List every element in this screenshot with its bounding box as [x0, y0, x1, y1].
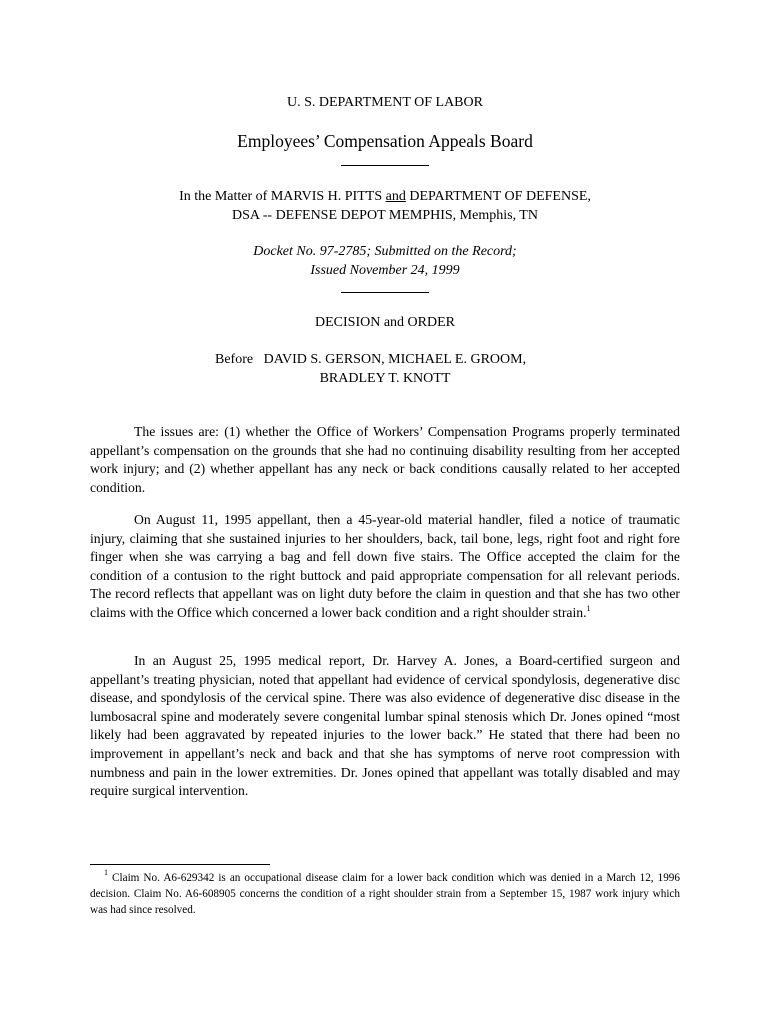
panel-line-2: BRADLEY T. KNOTT — [319, 371, 451, 386]
paragraph-issues: The issues are: (1) whether the Office of Workers’ Compensation Programs properly terminated appellant’s compensation on the grounds that she had no continuing disability resulting from her accepted work injury; and (2) whether appellant has any neck or back conditions causally related to her accepted condition. — [90, 424, 680, 495]
case-caption — [0, 187, 770, 225]
board-title: Employees’ Compensation Appeals Board — [237, 131, 533, 151]
docket-line-1: Docket No. 97-2785; Submitted on the Record; — [253, 244, 517, 259]
docket-info — [0, 242, 770, 280]
decision-title: DECISION and ORDER — [315, 315, 455, 330]
footnote-divider — [90, 864, 270, 865]
title-divider — [341, 165, 429, 166]
agency-heading: U. S. DEPARTMENT OF LABOR — [287, 95, 483, 110]
and-underlined: and — [385, 189, 406, 204]
case-caption-line-2: DSA -- DEFENSE DEPOT MEMPHIS, Memphis, TN — [232, 208, 538, 223]
footnote-reference: 1 — [586, 603, 591, 613]
docket-line-2: Issued November 24, 1999 — [310, 263, 460, 278]
paragraph-medical-report: In an August 25, 1995 medical report, Dr. Harvey A. Jones, a Board-certified surgeon and appellant’s treating physician, noted that appellant had evidence of cervical spondylosis, degenerative disc disease, and spondylosis of the cervical spine. There was also evidence of degenerative disc disease in the lumbosacral spine and moderately severe congenital lumbar spinal stenosis which Dr. Jones opined “most likely had been aggravated by repeated injuries to the lower back.” He stated that there had been no improvement in appellant’s neck and back and that she has symptoms of nerve root compression with numbness and pain in the lower extremities. Dr. Jones opined that appellant was totally disabled and may require surgical intervention. — [90, 653, 680, 799]
case-caption-line-1: In the Matter of MARVIS H. PITTS and DEPARTMENT OF DEFENSE, — [179, 189, 591, 204]
footnote: $^1$ Claim No. A6-629342 is an occupational disease claim for a lower back condition which was denied in a March 12, 1996 decision. Claim No. A6-608905 concerns the condition of a right shoulder strain from a September 15, 1987 work injury which was had since resolved. — [90, 868, 680, 916]
docket-divider — [341, 292, 429, 293]
footnote-mark: 1 — [104, 868, 108, 877]
panel-line-1: Before DAVID S. GERSON, MICHAEL E. GROOM, — [215, 352, 527, 367]
paragraph-background: On August 11, 1995 appellant, then a 45-year-old material handler, filed a notice of traumatic injury, claiming that she sustained injuries to her shoulders, back, tail bone, legs, right foot and right fore finger when she was carrying a bag and fell down five stairs. The Office accepted the claim for the condition of a contusion to the right buttock and paid appropriate compensation for all relevant periods. The record reflects that appellant was on light duty before the claim in question and that she has two other claims with the Office which concerned a lower back condition and a right shoulder strain.$^1$ — [90, 512, 680, 620]
